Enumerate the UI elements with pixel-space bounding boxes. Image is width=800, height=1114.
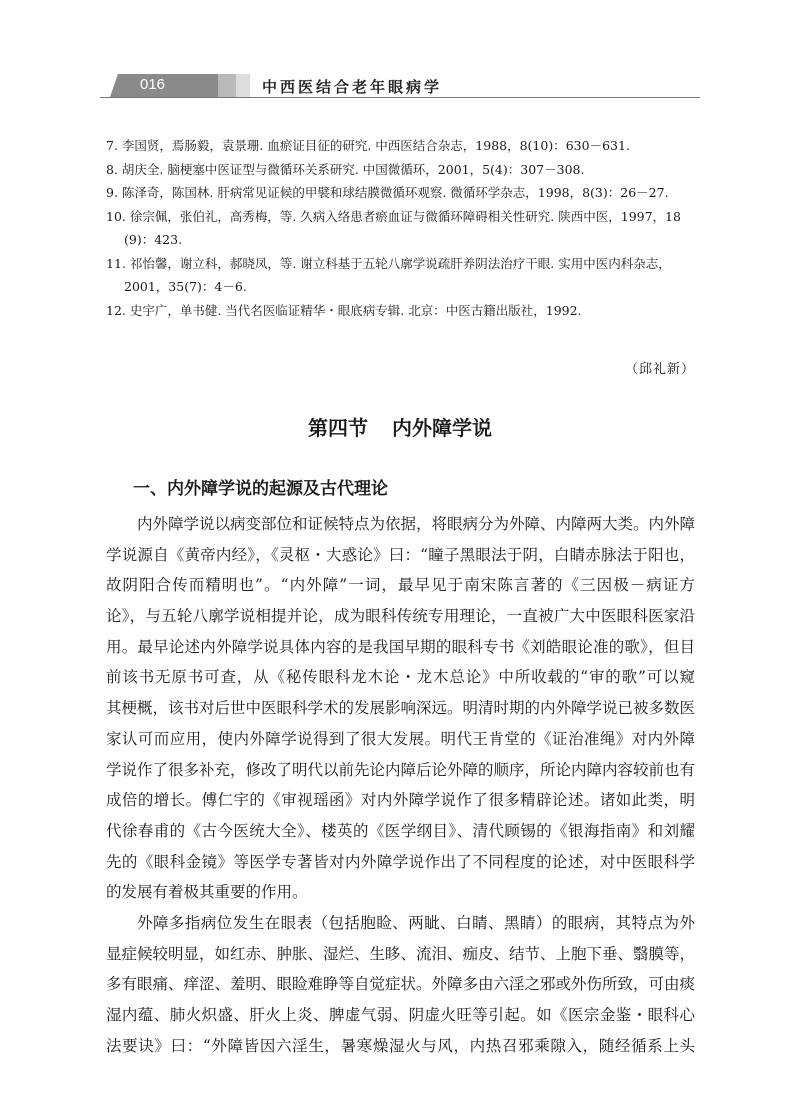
author-attribution: （邱礼新）: [624, 362, 695, 377]
paragraph-line: 法要诀》曰：“外障皆因六淫生，暑寒燥湿火与风，内热召邪乘隙入，随经循系上头: [106, 1036, 695, 1055]
reference-line: 10. 徐宗佩，张伯礼，高秀梅，等. 久病入络患者瘀血证与微循环障碍相关性研究. 陕西中医，1997，18: [106, 208, 681, 224]
paragraph-line: 湿内蕴、肺火炽盛、肝火上炎、脾虚气弱、阴虚火旺等引起。如《医宗金鉴・眼科心: [106, 1006, 695, 1024]
paragraph-line: 内外障学说以病变部位和证候特点为依据，将眼病分为外障、内障两大类。内外障: [137, 515, 696, 533]
header-rule: [100, 97, 700, 98]
book-title: 中西医结合老年眼病学: [262, 78, 443, 96]
reference-line: 11. 祁怡馨，谢立科，郝晓凤，等. 谢立科基于五轮八廓学说疏肝养阴法治疗干眼. 实用中医内科杂志，: [106, 255, 671, 271]
paragraph-line: 成倍的增长。傅仁宇的《审视瑶函》对内外障学说作了很多精辟论述。诸如此类，明: [106, 791, 695, 810]
paragraph-line: 代徐春甫的《古今医统大全》、楼英的《医学纲目》、清代顾锡的《银海指南》和刘耀: [106, 821, 695, 840]
paragraph-line: 外障多指病位发生在眼表（包括胞睑、两眦、白睛、黑睛）的眼病，其特点为外: [137, 913, 695, 932]
reference-line: 2001，35(7)：4－6.: [124, 279, 247, 294]
paragraph: [106, 908, 695, 1061]
section-number: 第四节: [308, 416, 368, 440]
reference-item: [106, 158, 698, 182]
paragraph-line: 其梗概，该书对后世中医眼科学术的发展影响深远。明清时期的内外障学说已被多数医: [106, 699, 696, 718]
reference-line: 9. 陈泽奇，陈国林. 肝病常见证候的甲襞和球结膜微循环观察. 微循环学杂志，1998，8(3)：26－27.: [106, 185, 669, 200]
body-text: [106, 509, 695, 1061]
paragraph-line: 前该书无原书可查，从《秘传眼科龙木论・龙木总论》中所收载的“审的歌”可以窥: [106, 668, 695, 687]
page-number: 016: [140, 76, 166, 93]
paragraph-line: 的发展有着极其重要的作用。: [106, 883, 308, 902]
section-title: [0, 412, 800, 441]
reference-item: [106, 134, 698, 158]
subsection-title: 一、内外障学说的起源及古代理论: [133, 479, 388, 499]
paragraph-line: 故阴阳合传而精明也”。“内外障”一词，最早见于南宋陈言著的《三因极－病证方: [106, 576, 695, 595]
paragraph-line: 学说作了很多补充，修改了明代以前先论内障后论外障的顺序，所论内障内容较前也有: [106, 760, 696, 779]
reference-line: 7. 李国贤，焉肠毅，袁景珊. 血瘀证目征的研究. 中西医结合杂志，1988，8(10)：630－631.: [106, 138, 630, 153]
paragraph-line: 先的《眼科金镜》等医学专著皆对内外障学说作出了不同程度的论述，对中医眼科学: [106, 852, 695, 871]
paragraph-line: 学说源自《黄帝内经》，《灵枢・大惑论》曰：“瞳子黑眼法于阴，白睛赤脉法于阳也，: [106, 545, 695, 564]
reference-item: [106, 181, 698, 205]
header-tab-decoration: [236, 74, 250, 97]
paragraph-line: 显症候较明显，如红赤、肿胀、湿烂、生眵、流泪、痂皮、结节、上胞下垂、翳膜等，: [106, 944, 696, 963]
reference-line: 8. 胡庆全. 脑梗塞中医证型与微循环关系研究. 中国微循环，2001，5(4)：307－308.: [106, 161, 585, 177]
paragraph-line: 论》，与五轮八廓学说相提并论，成为眼科传统专用理论，一直被广大中医眼科医家沿: [106, 607, 695, 626]
section-heading: 内外障学说: [392, 416, 492, 440]
paragraph: [106, 509, 695, 908]
paragraph-line: 用。最早论述内外障学说具体内容的是我国早期的眼科专书《刘皓眼论准的歌》，但目: [106, 637, 695, 656]
reference-line: (9)：423.: [124, 232, 183, 247]
paragraph-line: 多有眼痛、痒涩、羞明、眼睑难睁等自觉症状。外障多由六淫之邪或外伤所致，可由痰: [106, 975, 696, 994]
reference-line: 12. 史宇广，单书健. 当代名医临证精华・眼底病专辑. 北京：中医古籍出版社，1992.: [106, 302, 582, 318]
reference-item: [106, 299, 698, 323]
reference-item: [106, 252, 698, 299]
header-tab-decoration: [218, 74, 236, 97]
reference-list: [106, 134, 698, 322]
paragraph-line: 家认可而应用，使内外障学说得到了很大发展。明代王肯堂的《证治准绳》对内外障: [106, 729, 695, 748]
reference-item: [106, 205, 698, 252]
